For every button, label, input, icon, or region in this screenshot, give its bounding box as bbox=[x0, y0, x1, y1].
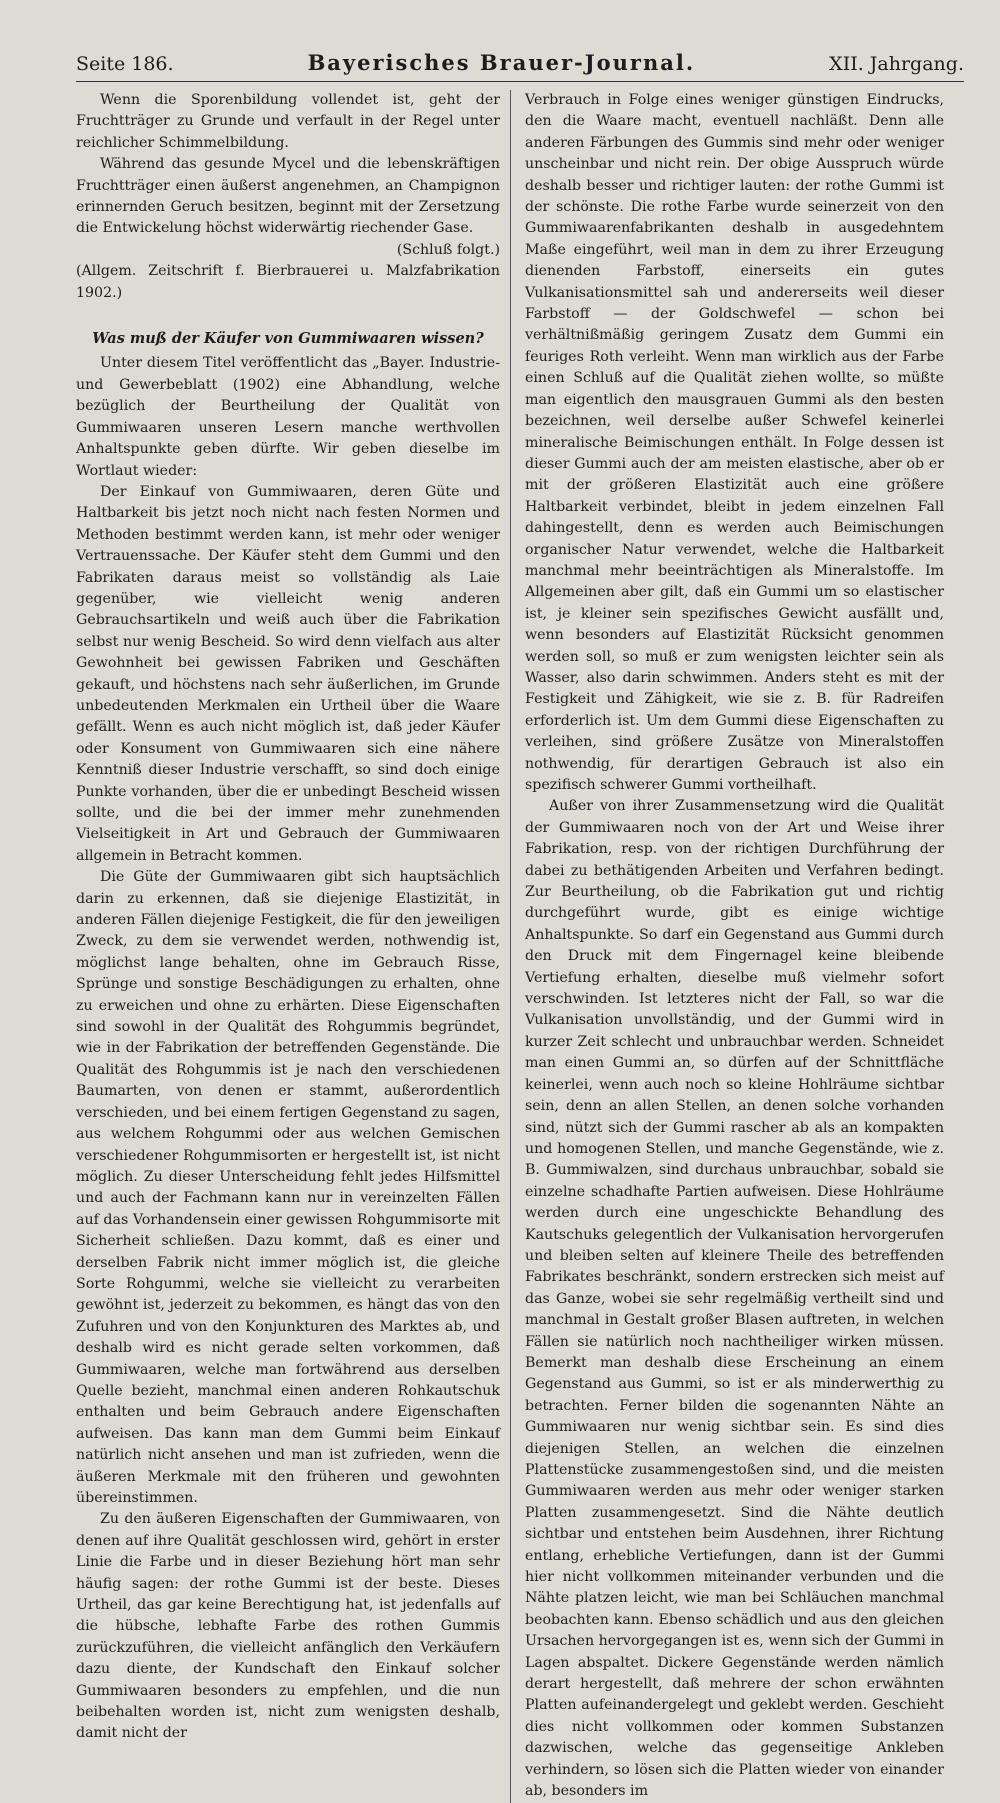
source-citation: (Allgem. Zeitschrift f. Bierbrauerei u. Malzfabrikation 1902.) bbox=[76, 263, 500, 301]
paragraph: Wenn die Sporenbildung vollendet ist, geht der Fruchtträger zu Grunde und verfault in der Regel unter reichlicher Schimmelbildung. bbox=[76, 92, 500, 151]
text-columns bbox=[76, 90, 964, 1803]
right-column bbox=[510, 90, 944, 1803]
paragraph: Unter diesem Titel veröffentlicht das „Bayer. Industrie- und Gewerbeblatt (1902) eine Abhandlung, welche bezüglich der Beurtheilung der Qualität von Gummiwaaren unseren Lesern manche werthvollen Anhaltspunkte geben dürfte. Wir geben dieselbe im Wortlaut wieder: bbox=[76, 355, 500, 479]
left-column bbox=[76, 90, 510, 1803]
article-title: Was muß der Käufer von Gummiwaaren wissen? bbox=[92, 330, 484, 348]
journal-title: Bayerisches Brauer-Journal. bbox=[307, 50, 696, 75]
volume-year: XII. Jahrgang. bbox=[829, 53, 964, 75]
paragraph: Der Einkauf von Gummiwaaren, deren Güte und Haltbarkeit bis jetzt noch nicht nach festen Normen und Methoden bestimmt werden kann, ist mehr oder weniger Vertrauenssache. Der Käufer steht dem Gummi und den Fabrikaten daraus meist so vollständig als Laie gegenüber, wie vielleicht wenig anderen Gebrauchsartikeln und weiß auch über die Fabrikation selbst nur wenig Bescheid. So wird denn vielfach aus alter Gewohnheit bei gewissen Fabriken und Geschäften gekauft, und höchstens nach sehr äußerlichen, im Grunde unbedeutenden Merkmalen ein Urtheil über die Waare gefällt. Wenn es auch nicht möglich ist, daß jeder Käufer oder Konsument von Gummiwaaren sich eine nähere Kenntniß dieser Industrie verschafft, so sind doch einige Punkte vorhanden, über die er unbedingt Bescheid wissen sollte, und die bei der immer mehr zunehmenden Vielseitigkeit in Art und Gebrauch der Gummiwaaren allgemein in Betracht kommen. bbox=[76, 483, 500, 864]
page-header bbox=[76, 40, 964, 82]
continuation-note: (Schluß folgt.) bbox=[396, 241, 500, 258]
paragraph: Die Güte der Gummiwaaren gibt sich hauptsächlich darin zu erkennen, daß sie diejenige Elastizität, in anderen Fällen diejenige Festigkeit, die für den jeweiligen Zweck, zu dem sie verwendet werden, nothwendig ist, möglichst lange behalten, ohne im Gebrauch Risse, Sprünge und sonstige Beschädigungen zu erhalten, ohne zu erweichen und ohne zu erhärten. Diese Eigenschaften sind sowohl in der Qualität des Rohgummis begründet, wie in der Fabrikation der betreffenden Gegenstände. Die Qualität des Rohgummis ist je nach den verschiedenen Baumarten, von denen er stammt, außerordentlich verschieden, und bei einem fertigen Gegenstand zu sagen, aus welchem Rohgummi oder aus welchen Gemischen verschiedener Rohgummisorten er hergestellt ist, ist nicht möglich. Zu dieser Unterscheidung fehlt jedes Hilfsmittel und auch der Fachmann kann nur in vereinzelten Fällen auf das Vorhandensein einer gewissen Rohgummisorte mit Sicherheit schließen. Dazu kommt, daß es einer und derselben Fabrik nicht immer möglich ist, die gleiche Sorte Rohgummi, welche sie vielleicht zu verarbeiten gewöhnt ist, jederzeit zu bekommen, es hängt das von den Zufuhren und von den Konjunkturen des Marktes ab, und deshalb wird es nicht gerade selten vorkommen, daß Gummiwaaren, welche man fortwährend aus derselben Quelle bezieht, manchmal einen anderen Rohkautschuk enthalten und beim Gebrauch andere Eigenschaften aufweisen. Das kann man dem Gummi beim Einkauf natürlich nicht ansehen und man ist zufrieden, wenn die äußeren Merkmale mit den früheren und gewohnten übereinstimmen. bbox=[76, 869, 500, 1506]
paragraph: Während das gesunde Mycel und die lebenskräftigen Fruchtträger einen äußerst angenehmen, an Champignon erinnernden Geruch besitzen, beginnt mit der Zersetzung die Entwickelung höchst widerwärtig riechender Gase. bbox=[76, 156, 500, 237]
paragraph: Zu den äußeren Eigenschaften der Gummiwaaren, von denen auf ihre Qualität geschlossen wird, gehört in erster Linie die Farbe und in dieser Beziehung hört man sehr häufig sagen: der rothe Gummi ist der beste. Dieses Urtheil, das gar keine Berechtigung hat, ist jedenfalls auf die hübsche, lebhafte Farbe des rothen Gummis zurückzuführen, die vielleicht anfänglich den Verkäufern dazu diente, der Kundschaft den Einkauf solcher Gummiwaaren besonders zu empfehlen, und die nun beibehalten worden ist, nicht zum wenigsten deshalb, damit nicht der bbox=[76, 1511, 500, 1742]
page-number: Seite 186. bbox=[76, 53, 174, 75]
paragraph: Verbrauch in Folge eines weniger günstigen Eindrucks, den die Waare macht, eventuell nachläßt. Denn alle anderen Färbungen des Gummis sind mehr oder weniger unscheinbar und nicht rein. Der obige Ausspruch würde deshalb besser und richtiger lauten: der rothe Gummi ist der schönste. Die rothe Farbe wurde seinerzeit von den Gummiwaarenfabrikanten deshalb in ausgedehntem Maße eingeführt, weil man in dem zu ihrer Erzeugung dienenden Farbstoff, einerseits ein gutes Vulkanisationsmittel sah und andererseits weil dieser Farbstoff — der Goldschwefel — schon bei verhältnißmäßig geringem Zusatz dem Gummi ein feuriges Roth verleiht. Wenn man wirklich aus der Farbe einen Schluß auf die Qualität ziehen wollte, so müßte man eigentlich den mausgrauen Gummi als den besten bezeichnen, weil derselbe außer Schwefel keinerlei mineralische Beimischungen enthält. In Folge dessen ist dieser Gummi auch der am meisten elastische, aber ob er mit der größeren Elastizität auch eine größere Haltbarkeit verbindet, bleibt in jedem einzelnen Fall dahingestellt, denn es werden auch Beimischungen organischer Natur verwendet, welche die Haltbarkeit manchmal mehr beeinträchtigen als Mineralstoffe. Im Allgemeinen aber gilt, daß ein Gummi um so elastischer ist, je kleiner sein spezifisches Gewicht ausfällt und, wenn besonders auf Elastizität Rücksicht genommen werden soll, so muß er zum wenigsten leichter sein als Wasser, also darin schwimmen. Anders steht es mit der Festigkeit und Zähigkeit, wie sie z. B. für Radreifen erforderlich ist. Um dem Gummi diese Eigenschaften zu verleihen, sind größere Zusätze von Mineralstoffen nothwendig, für derartigen Gebrauch ist also ein spezifisch schwerer Gummi vortheilhaft. bbox=[525, 92, 944, 793]
paragraph: Außer von ihrer Zusammensetzung wird die Qualität der Gummiwaaren noch von der Art und Weise ihrer Fabrikation, resp. von der richtigen Durchführung der dabei zu bethätigenden Arbeiten und Verfahren bedingt. Zur Beurtheilung, ob die Fabrikation gut und richtig durchgeführt wurde, gibt es einige wichtige Anhaltspunkte. So darf ein Gegenstand aus Gummi durch den Druck mit dem Fingernagel keine bleibende Vertiefung erhalten, dieselbe muß vielmehr sofort verschwinden. Ist letzteres nicht der Fall, so war die Vulkanisation unvollständig, und der Gummi wird in kurzer Zeit schlecht und unbrauchbar werden. Schneidet man einen Gummi an, so dürfen auf der Schnittfläche keinerlei, wenn auch noch so kleine Hohlräume sichtbar sein, denn an allen Stellen, an denen solche vorhanden sind, nützt sich der Gummi rascher ab als an kompakten und homogenen Stellen, und manche Gegenstände, wie z. B. Gummiwalzen, sind durchaus unbrauchbar, sobald sie einzelne schadhafte Partien aufweisen. Diese Hohlräume werden durch eine ungeschickte Behandlung des Kautschuks gelegentlich der Vulkanisation hervorgerufen und bleiben selten auf kleinere Theile des betreffenden Fabrikates beschränkt, sondern erstrecken sich meist auf das Ganze, wobei sie sehr regelmäßig vertheilt sind und manchmal in Gestalt großer Blasen auftreten, in welchen Fällen sie natürlich noch nachtheiliger wirken müssen. Bemerkt man deshalb diese Erscheinung an einem Gegenstand aus Gummi, so ist er als minderwerthig zu betrachten. Ferner bilden die sogenannten Nähte an Gummiwaaren nur wenig sichtbar sein. Es sind dies diejenigen Stellen, an welchen die einzelnen Plattenstücke zusammengestoßen sind, und die meisten Gummiwaaren werden aus mehr oder weniger starken Platten zusammengesetzt. Sind die Nähte deutlich sichtbar und entstehen beim Ausdehnen, ihrer Richtung entlang, erhebliche Vertiefungen, dann ist der Gummi hier nicht vollkommen miteinander verbunden und die Nähte platzen leicht, wie man bei Schläuchen manchmal beobachten kann. Ebenso schädlich und aus den gleichen Ursachen hervorgegangen ist es, wenn sich der Gummi in Lagen abspaltet. Dickere Gegenstände werden nämlich derart hergestellt, daß mehrere der schon erwähnten Platten aufeinandergelegt und geklebt werden. Geschieht dies nicht vollkommen oder kommen Substanzen dazwischen, welche das gegenseitige Ankleben verhindern, so lösen sich die Platten wieder von einander ab, besonders im bbox=[525, 798, 944, 1800]
